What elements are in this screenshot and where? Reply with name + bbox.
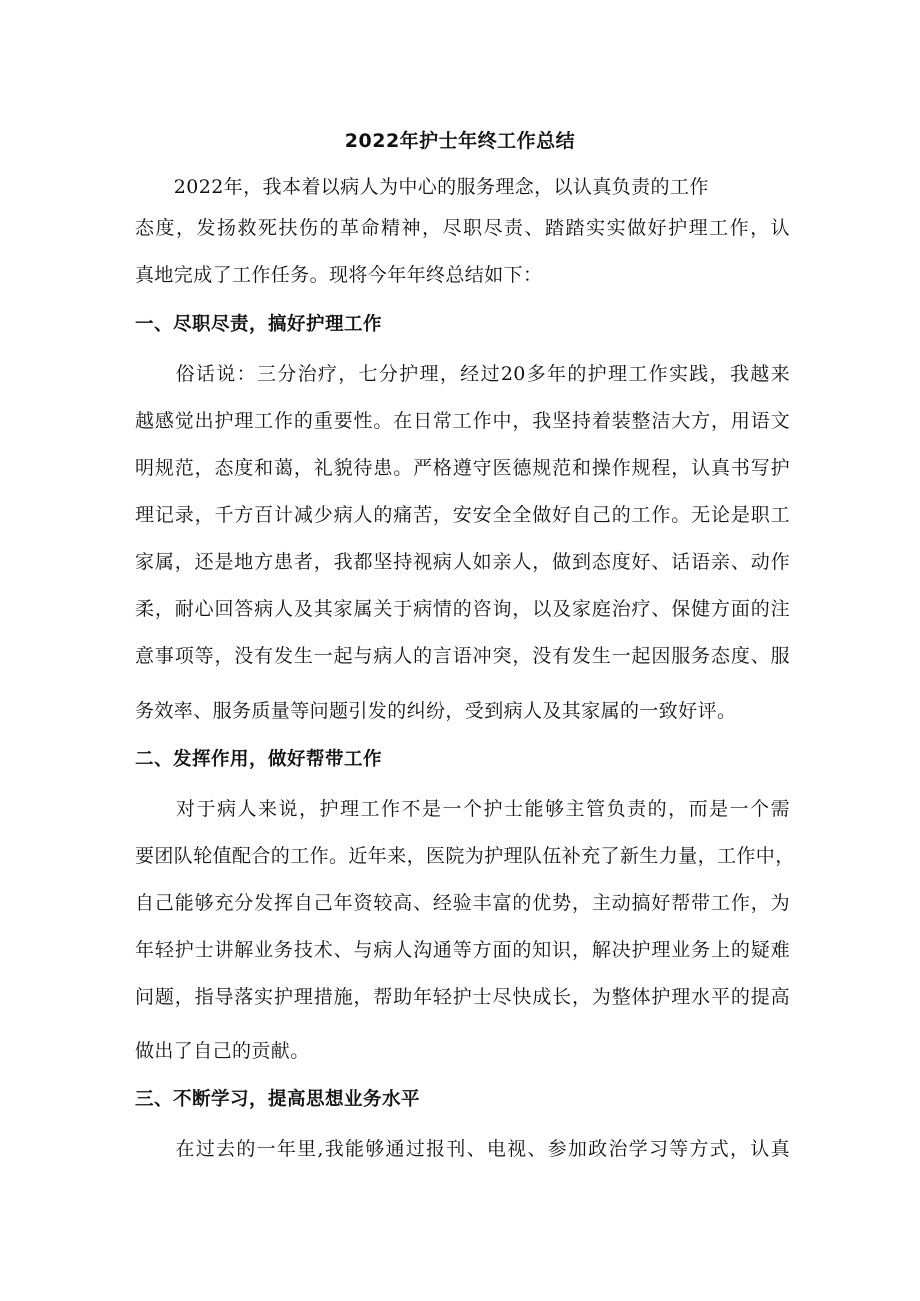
paragraph-line: 柔，耐心回答病人及其家属关于病情的咨询，以及家庭治疗、保健方面的注 bbox=[135, 598, 790, 620]
section-heading-2: 二、发挥作用，做好帮带工作 bbox=[135, 749, 383, 770]
paragraph-line: 务效率、服务质量等问题引发的纠纷，受到病人及其家属的一致好评。 bbox=[135, 700, 737, 722]
paragraph-line: 明规范，态度和蔼，礼貌待患。严格遵守医德规范和操作规程，认真书写护 bbox=[135, 457, 790, 479]
paragraph-line: 在过去的一年里,我能够通过报刊、电视、参加政治学习等方式，认真 bbox=[135, 1138, 790, 1160]
section-heading-3: 三、不断学习，提高思想业务水平 bbox=[135, 1089, 421, 1110]
paragraph-line: 自己能够充分发挥自己年资较高、经验丰富的优势，主动搞好帮带工作，为 bbox=[135, 892, 790, 914]
intro-line: 2022年，我本着以病人为中心的服务理念，以认真负责的工作 bbox=[135, 176, 709, 198]
document-title: 2022年护士年终工作总结 bbox=[344, 130, 576, 152]
section-heading-1: 一、尽职尽责，搞好护理工作 bbox=[135, 314, 383, 335]
paragraph-line: 意事项等，没有发生一起与病人的言语冲突，没有发生一起因服务态度、服 bbox=[135, 645, 790, 667]
paragraph-line: 越感觉出护理工作的重要性。在日常工作中，我坚持着装整洁大方，用语文 bbox=[135, 410, 790, 432]
paragraph-line: 俗话说：三分治疗，七分护理，经过20多年的护理工作实践，我越来 bbox=[135, 363, 790, 385]
paragraph-line: 理记录，千方百计减少病人的痛苦，安安全全做好自己的工作。无论是职工 bbox=[135, 504, 790, 526]
paragraph-line: 要团队轮值配合的工作。近年来，医院为护理队伍补充了新生力量，工作中， bbox=[135, 845, 795, 867]
paragraph-line: 做出了自己的贡献。 bbox=[135, 1040, 310, 1062]
paragraph-line: 年轻护士讲解业务技术、与病人沟通等方面的知识，解决护理业务上的疑难 bbox=[135, 939, 790, 961]
paragraph-line: 对于病人来说，护理工作不是一个护士能够主管负责的，而是一个需 bbox=[135, 798, 790, 820]
paragraph-line: 问题，指导落实护理措施，帮助年轻护士尽快成长，为整体护理水平的提高 bbox=[135, 986, 790, 1008]
paragraph-line: 家属，还是地方患者，我都坚持视病人如亲人，做到态度好、话语亲、动作 bbox=[135, 551, 790, 573]
intro-line: 真地完成了工作任务。现将今年年终总结如下： bbox=[135, 264, 543, 286]
intro-line: 态度，发扬救死扶伤的革命精神，尽职尽责、踏踏实实做好护理工作，认 bbox=[135, 217, 790, 239]
